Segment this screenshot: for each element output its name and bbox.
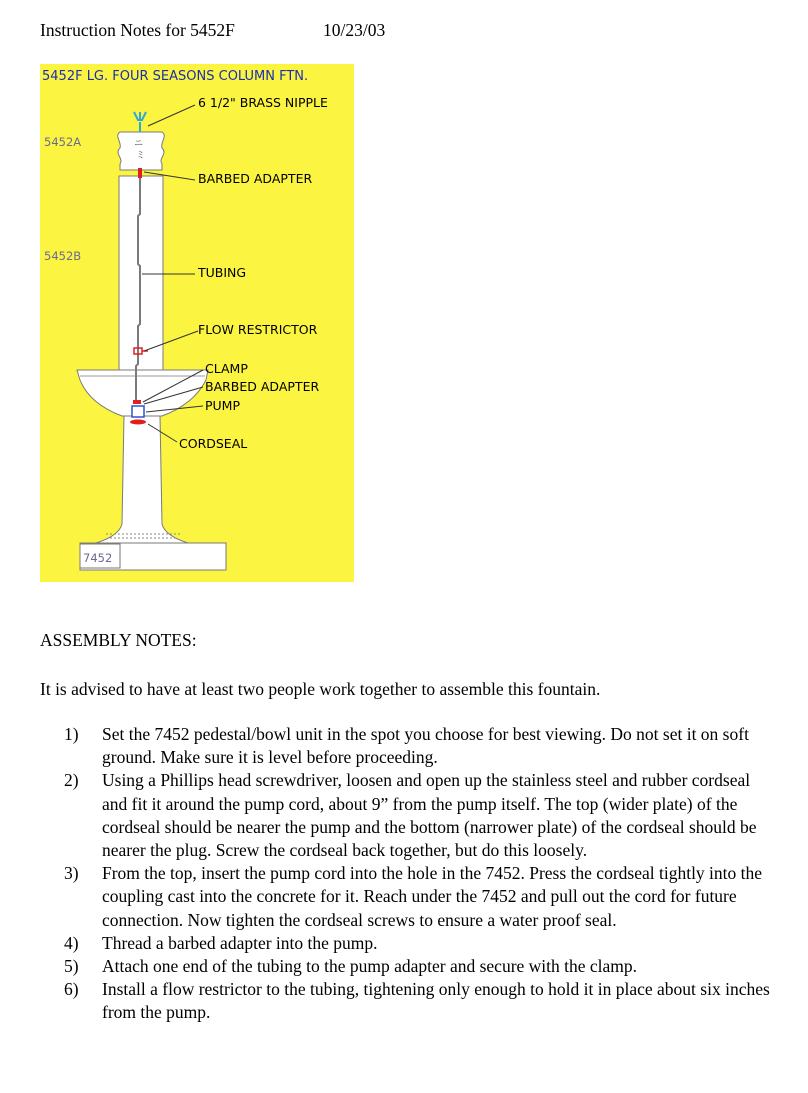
clamp xyxy=(133,400,141,404)
svg-text:ニ: ニ xyxy=(134,139,144,149)
callout-tubing: TUBING xyxy=(198,265,247,280)
cordseal xyxy=(130,420,146,425)
step-number: 5) xyxy=(64,956,79,977)
part-number-5452a: 5452A xyxy=(44,135,82,149)
fountain-assembly-diagram xyxy=(40,64,354,582)
step-number: 3) xyxy=(64,863,79,884)
document-title: Instruction Notes for 5452F xyxy=(40,20,235,40)
step-number: 6) xyxy=(64,979,79,1000)
callout-cordseal: CORDSEAL xyxy=(179,436,248,451)
step-item xyxy=(64,978,774,1024)
document-date: 10/23/03 xyxy=(323,20,386,40)
step-number: 4) xyxy=(64,932,79,953)
part-number-7452: 7452 xyxy=(83,551,113,565)
step-text: Thread a barbed adapter into the pump. xyxy=(102,932,378,953)
pump xyxy=(132,406,144,417)
diagram-svg xyxy=(40,64,354,582)
step-item xyxy=(64,932,774,955)
callout-flow-restrictor: FLOW RESTRICTOR xyxy=(198,322,318,337)
diagram-title: 5452F LG. FOUR SEASONS COLUMN FTN. xyxy=(42,69,309,84)
step-text: Set the 7452 pedestal/bowl unit in the spot you choose for best viewing. Do not set it on soft ground. Make sure it is level before proceeding. xyxy=(102,724,749,768)
step-number: 2) xyxy=(64,770,79,791)
assembly-notes-heading: ASSEMBLY NOTES: xyxy=(40,630,197,650)
part-number-5452b: 5452B xyxy=(44,249,82,263)
step-text: Install a flow restrictor to the tubing, tightening only enough to hold it in place about six inches from the pump. xyxy=(102,979,770,1023)
step-item xyxy=(64,723,774,769)
step-text: Attach one end of the tubing to the pump adapter and secure with the clamp. xyxy=(102,956,638,977)
step-number: 1) xyxy=(64,724,79,744)
pedestal-column xyxy=(96,416,188,543)
callout-clamp: CLAMP xyxy=(205,361,248,376)
step-item xyxy=(64,769,774,862)
assembly-steps xyxy=(64,723,774,1025)
step-item xyxy=(64,862,774,932)
callout-brass-nipple: 6 1/2" BRASS NIPPLE xyxy=(198,95,328,110)
callout-pump: PUMP xyxy=(205,398,241,413)
brass-nipple xyxy=(134,112,146,132)
callout-barbed-adapter-lower: BARBED ADAPTER xyxy=(205,379,320,394)
step-text: From the top, insert the pump cord into the hole in the 7452. Press the cordseal tightly into the coupling cast into the concrete for it. Reach under the 7452 and pull out the cord for future connection. Now tighten the cordseal screws to ensure a water proof seal. xyxy=(102,863,763,930)
barbed-adapter-top xyxy=(138,168,142,178)
callout-barbed-adapter-top: BARBED ADAPTER xyxy=(198,171,313,186)
step-item xyxy=(64,955,774,978)
assembly-advice: It is advised to have at least two people work together to assemble this fountain. xyxy=(40,679,601,699)
svg-text:ミ: ミ xyxy=(136,151,146,161)
step-text: Using a Phillips head screwdriver, loosen and open up the stainless steel and rubber cordseal and fit it around the pump cord, about 9” from the pump itself. The top (wider plate) of the cordseal should be nearer the pump and the bottom (narrower plate) of the cordseal should be nearer the plug. Screw the cordseal back together, but do this loosely. xyxy=(102,770,757,861)
